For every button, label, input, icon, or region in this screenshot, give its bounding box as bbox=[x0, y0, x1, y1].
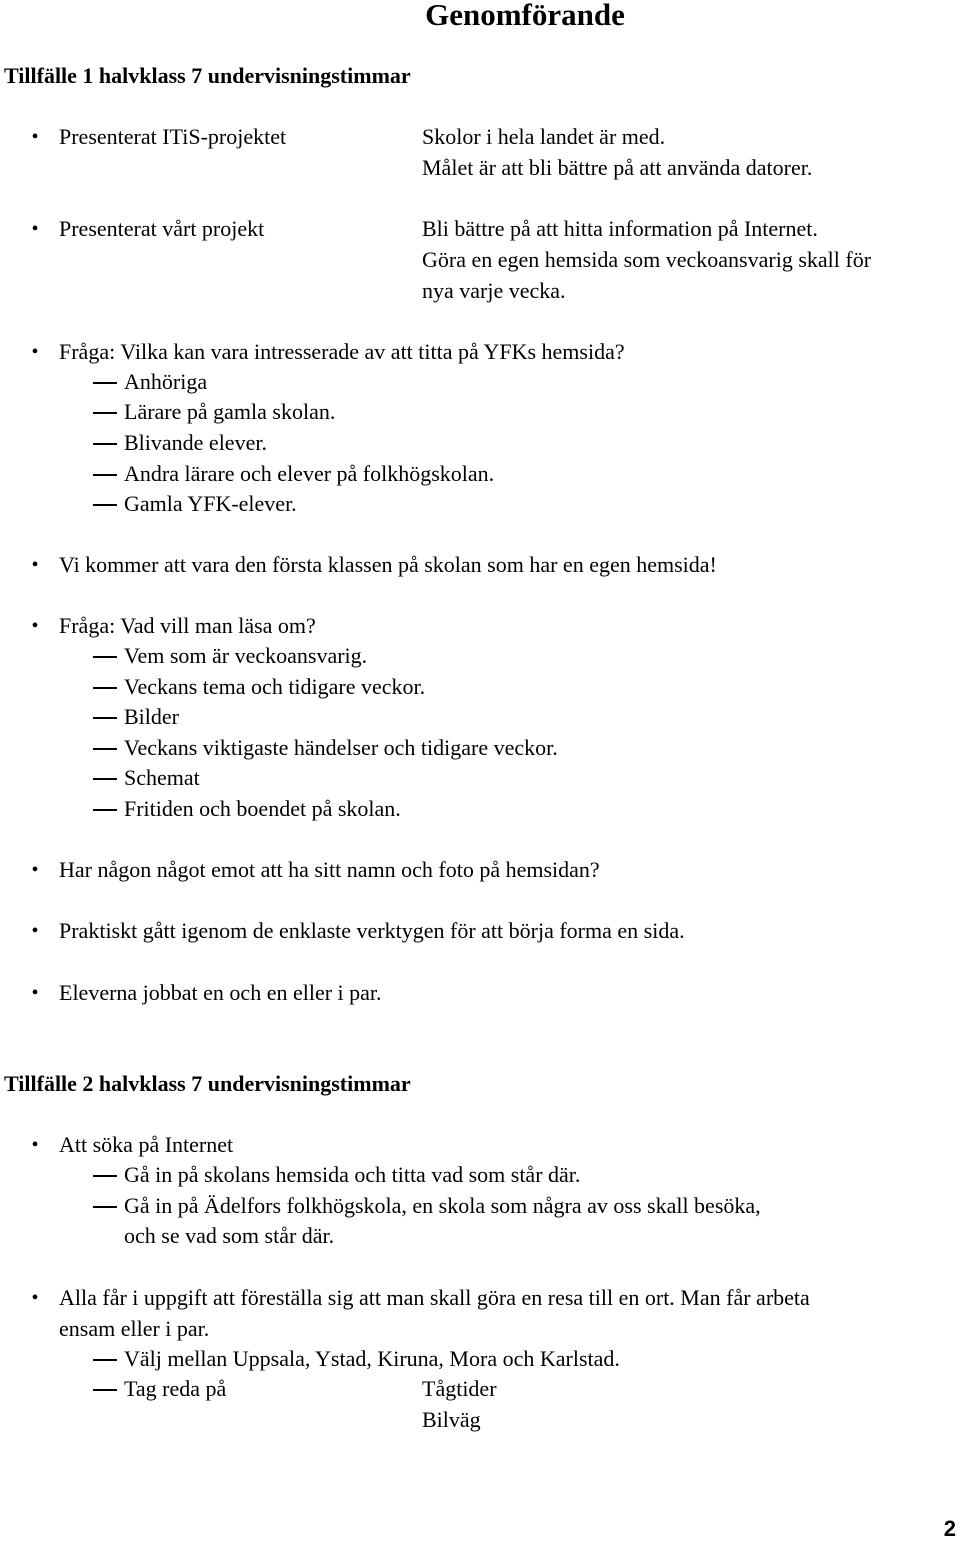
sub-item bbox=[0, 643, 960, 669]
sub-item-text: Blivande elever. bbox=[124, 430, 267, 455]
sub-item bbox=[0, 399, 960, 425]
bullet-icon: • bbox=[31, 859, 39, 881]
dash-icon bbox=[93, 443, 117, 445]
section-heading-1: Tillfälle 1 halvklass 7 undervisningstimmar bbox=[4, 63, 411, 88]
dash-icon bbox=[93, 1175, 117, 1177]
sub-item bbox=[0, 430, 960, 456]
bullet-icon: • bbox=[31, 554, 39, 576]
item-text: Praktiskt gått igenom de enklaste verktygen för att börja forma en sida. bbox=[59, 918, 685, 943]
sub-item bbox=[0, 1346, 960, 1372]
dash-icon bbox=[93, 382, 117, 384]
sub-item-text: Lärare på gamla skolan. bbox=[124, 399, 336, 424]
bullet-icon: • bbox=[31, 920, 39, 942]
page-title: Genomförande bbox=[425, 0, 625, 32]
item-description: Målet är att bli bättre på att använda datorer. bbox=[422, 155, 813, 180]
item-text: Alla får i uppgift att föreställa sig att man skall göra en resa till en ort. Man får arbeta bbox=[59, 1285, 810, 1310]
sub-item-text: Andra lärare och elever på folkhögskolan. bbox=[124, 461, 495, 486]
dash-icon bbox=[93, 504, 117, 506]
sub-item bbox=[0, 491, 960, 517]
option-text: Bilväg bbox=[422, 1407, 481, 1432]
list-item bbox=[0, 613, 960, 639]
list-item bbox=[0, 552, 960, 578]
item-label: Presenterat ITiS-projektet bbox=[59, 124, 287, 149]
dash-icon bbox=[93, 412, 117, 414]
list-item-continuation bbox=[0, 1316, 960, 1342]
item-description: Göra en egen hemsida som veckoansvarig skall för bbox=[422, 247, 872, 272]
list-item-continuation bbox=[0, 247, 960, 273]
sub-item-text: Tag reda på bbox=[124, 1376, 227, 1401]
sub-item-text: Schemat bbox=[124, 765, 200, 790]
page-number: 2 bbox=[943, 1516, 956, 1541]
list-item bbox=[0, 980, 960, 1006]
list-item-continuation bbox=[0, 278, 960, 304]
sub-item bbox=[0, 1376, 960, 1402]
sub-item bbox=[0, 796, 960, 822]
sub-item-text: Välj mellan Uppsala, Ystad, Kiruna, Mora och Karlstad. bbox=[124, 1346, 620, 1371]
question-text: Fråga: Vad vill man läsa om? bbox=[59, 613, 316, 638]
sub-item-text: Fritiden och boendet på skolan. bbox=[124, 796, 401, 821]
question-text: Fråga: Vilka kan vara intresserade av att titta på YFKs hemsida? bbox=[59, 339, 625, 364]
sub-item bbox=[0, 765, 960, 791]
section-heading-2: Tillfälle 2 halvklass 7 undervisningstimmar bbox=[4, 1071, 411, 1096]
sub-item-text: Vem som är veckoansvarig. bbox=[124, 643, 368, 668]
sub-item-text: och se vad som står där. bbox=[124, 1223, 335, 1248]
sub-item-text: Anhöriga bbox=[124, 369, 208, 394]
sub-item-text: Gamla YFK-elever. bbox=[124, 491, 297, 516]
sub-item bbox=[0, 461, 960, 487]
dash-icon bbox=[93, 717, 117, 719]
dash-icon bbox=[93, 1359, 117, 1361]
item-label: Presenterat vårt projekt bbox=[59, 216, 265, 241]
bullet-icon: • bbox=[31, 341, 39, 363]
item-description: Bli bättre på att hitta information på Internet. bbox=[422, 216, 818, 241]
list-item bbox=[0, 1285, 960, 1311]
item-description: Skolor i hela landet är med. bbox=[422, 124, 666, 149]
dash-icon bbox=[93, 656, 117, 658]
bullet-icon: • bbox=[31, 1134, 39, 1156]
sub-item bbox=[0, 704, 960, 730]
sub-item-text: Gå in på Ädelfors folkhögskola, en skola som några av oss skall besöka, bbox=[124, 1193, 761, 1218]
list-item bbox=[0, 1132, 960, 1158]
bullet-icon: • bbox=[31, 1287, 39, 1309]
dash-icon bbox=[93, 809, 117, 811]
item-text: Eleverna jobbat en och en eller i par. bbox=[59, 980, 382, 1005]
item-text: Har någon något emot att ha sitt namn och foto på hemsidan? bbox=[59, 857, 600, 882]
bullet-icon: • bbox=[31, 126, 39, 148]
list-item bbox=[0, 918, 960, 944]
sub-item-text: Bilder bbox=[124, 704, 179, 729]
sub-item-text: Gå in på skolans hemsida och titta vad som står där. bbox=[124, 1162, 581, 1187]
dash-icon bbox=[93, 474, 117, 476]
dash-icon bbox=[93, 1206, 117, 1208]
sub-item bbox=[0, 674, 960, 700]
sub-item-text: Veckans tema och tidigare veckor. bbox=[124, 674, 426, 699]
dash-icon bbox=[93, 1389, 117, 1391]
list-item bbox=[0, 857, 960, 883]
sub-item bbox=[0, 1162, 960, 1188]
sub-item-continuation bbox=[0, 1223, 960, 1249]
sub-item bbox=[0, 1193, 960, 1219]
list-item bbox=[0, 339, 960, 365]
sub-item-continuation bbox=[0, 1407, 960, 1433]
sub-item bbox=[0, 369, 960, 395]
sub-item-text: Veckans viktigaste händelser och tidigare veckor. bbox=[124, 735, 558, 760]
bullet-icon: • bbox=[31, 615, 39, 637]
bullet-icon: • bbox=[31, 218, 39, 240]
dash-icon bbox=[93, 748, 117, 750]
dash-icon bbox=[93, 687, 117, 689]
bullet-icon: • bbox=[31, 982, 39, 1004]
item-text: ensam eller i par. bbox=[59, 1316, 210, 1341]
list-item bbox=[0, 124, 960, 150]
list-item-continuation bbox=[0, 155, 960, 181]
sub-item bbox=[0, 735, 960, 761]
item-text: Vi kommer att vara den första klassen på skolan som har en egen hemsida! bbox=[59, 552, 717, 577]
option-text: Tågtider bbox=[422, 1376, 497, 1401]
dash-icon bbox=[93, 778, 117, 780]
item-text: Att söka på Internet bbox=[59, 1132, 234, 1157]
item-description: nya varje vecka. bbox=[422, 278, 566, 303]
list-item bbox=[0, 216, 960, 242]
